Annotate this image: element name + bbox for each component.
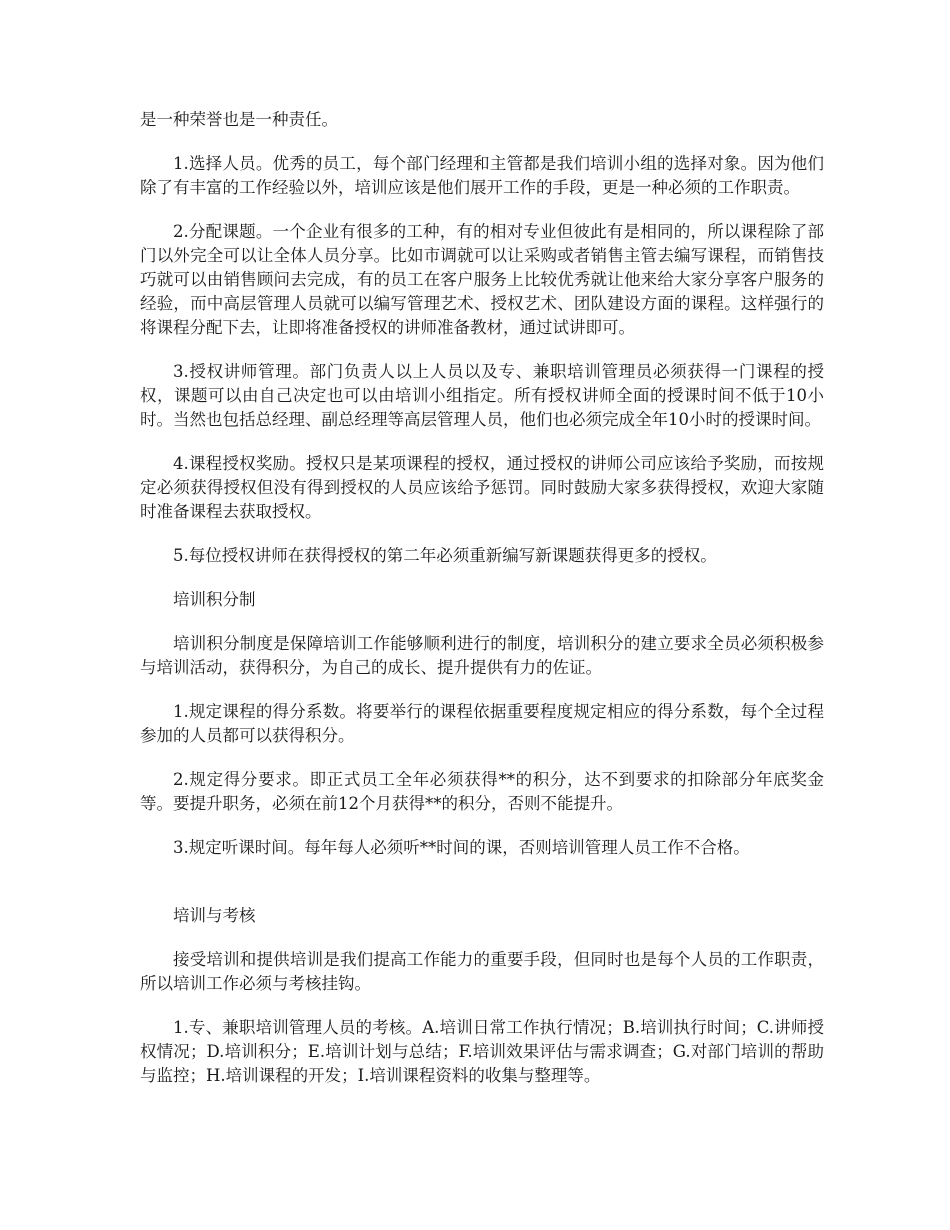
paragraph-score-coefficient: 1.规定课程的得分系数。将要举行的课程依据重要程度规定相应的得分系数，每个全过程参加的人员都可以获得积分。 (140, 702, 824, 745)
section-heading-training-assessment: 培训与考核 (173, 906, 256, 925)
paragraph-lecturer-management: 3.授权讲师管理。部门负责人以上人员以及专、兼职培训管理员必须获得一门课程的授权，课题可以由自己决定也可以由培训小组指定。所有授权讲师全面的授课时间不低于10小时。当然也包括总经理、副总经理等高层管理人员，他们也必须完成全年10小时的授课时间。 (140, 362, 824, 429)
paragraph-credit-intro: 培训积分制度是保障培训工作能够顺利进行的制度，培训积分的建立要求全员必须积极参与培训活动，获得积分，为自己的成长、提升提供有力的佐证。 (140, 634, 824, 677)
paragraph-renew-authorization: 5.每位授权讲师在获得授权的第二年必须重新编写新课题获得更多的授权。 (173, 546, 717, 565)
document-body (140, 108, 824, 1108)
paragraph-score-requirement: 2.规定得分要求。即正式员工全年必须获得**的积分，达不到要求的扣除部分年底奖金等。要提升职务，必须在前12个月获得**的积分，否则不能提升。 (140, 770, 824, 813)
paragraph-course-reward: 4.课程授权奖励。授权只是某项课程的授权，通过授权的讲师公司应该给予奖励，而按规定必须获得授权但没有得到授权的人员应该给予惩罚。同时鼓励大家多获得授权，欢迎大家随时准备课程去获取授权。 (140, 454, 824, 521)
paragraph-select-staff: 1.选择人员。优秀的员工，每个部门经理和主管都是我们培训小组的选择对象。因为他们除了有丰富的工作经验以外，培训应该是他们展开工作的手段，更是一种必须的工作职责。 (140, 154, 824, 197)
paragraph-manager-assessment: 1.专、兼职培训管理人员的考核。A.培训日常工作执行情况；B.培训执行时间；C.讲师授权情况；D.培训积分；E.培训计划与总结；F.培训效果评估与需求调查；G.对部门培训的帮助与监控；H.培训课程的开发；I.培训课程资料的收集与整理等。 (140, 1018, 824, 1085)
paragraph-assign-topics: 2.分配课题。一个企业有很多的工种，有的相对专业但彼此有是相同的，所以课程除了部门以外完全可以让全体人员分享。比如市调就可以让采购或者销售主管去编写课程，而销售技巧就可以由销售顾问去完成，有的员工在客户服务上比较优秀就让他来给大家分享客户服务的经验，而中高层管理人员就可以编写管理艺术、授权艺术、团队建设方面的课程。这样强行的将课程分配下去，让即将准备授权的讲师准备教材，通过试讲即可。 (140, 222, 824, 337)
section-heading-credit-system: 培训积分制 (173, 590, 256, 609)
paragraph-continuation: 是一种荣誉也是一种责任。 (140, 110, 338, 129)
paragraph-attendance-time: 3.规定听课时间。每年每人必须听**时间的课，否则培训管理人员工作不合格。 (173, 838, 750, 857)
paragraph-assessment-intro: 接受培训和提供培训是我们提高工作能力的重要手段，但同时也是每个人员的工作职责，所以培训工作必须与考核挂钩。 (140, 950, 824, 993)
